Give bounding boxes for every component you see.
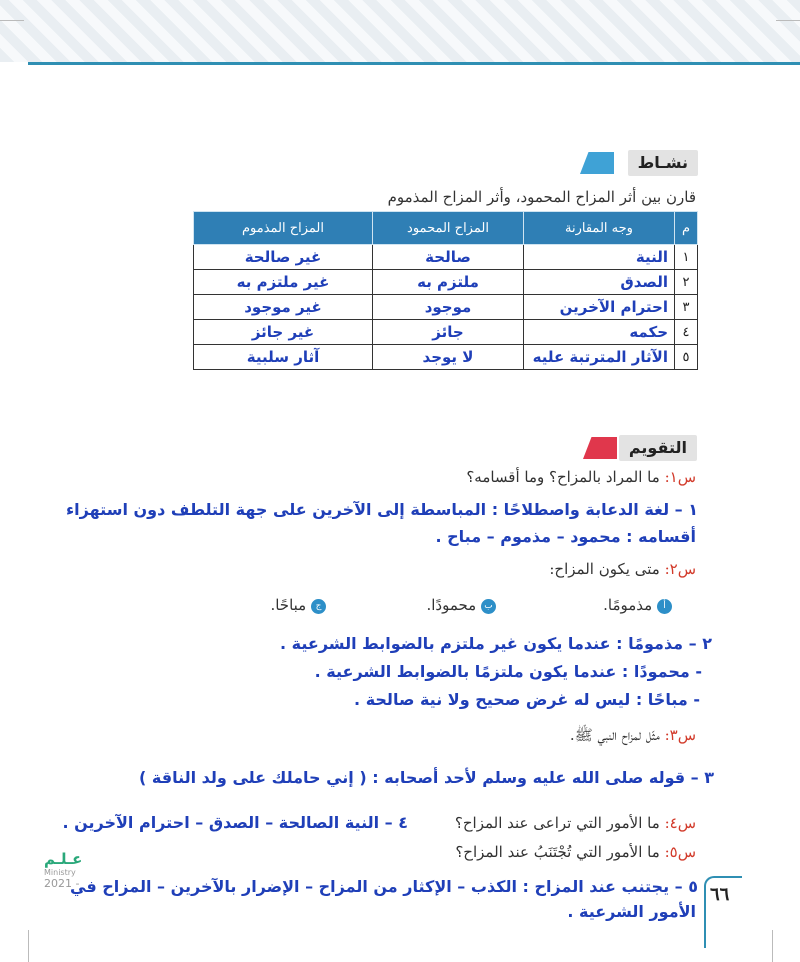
page-number: ٦٦ (710, 884, 730, 905)
option-badge: ج (311, 599, 326, 614)
question-4 (455, 814, 696, 832)
row-good: موجود (373, 295, 524, 320)
col-header-good: المزاح المحمود (373, 212, 524, 245)
col-header-aspect: وجه المقارنة (524, 212, 675, 245)
evaluation-tab (583, 435, 697, 461)
option-badge: أ (657, 599, 672, 614)
row-aspect: النية (524, 245, 675, 270)
row-bad-text: غير صالحة (244, 248, 322, 266)
col-header-num: م (675, 212, 698, 245)
crop-mark (772, 930, 773, 962)
arrow-icon (583, 437, 617, 459)
question-1-text: ما المراد بالمزاح؟ وما أقسامه؟ (466, 468, 660, 486)
question-2 (549, 560, 696, 578)
comparison-table (193, 211, 698, 370)
row-good: صالحة (373, 245, 524, 270)
activity-prompt: قارن بين أثر المزاح المحمود، وأثر المزاح المذموم (387, 188, 696, 206)
col-header-bad: المزاح المذموم (194, 212, 373, 245)
activity-title: نشـاط (628, 150, 698, 176)
question-4-label: س٤: (664, 814, 696, 832)
row-good: لا يوجد (373, 345, 524, 370)
activity-tab (580, 150, 698, 176)
question-2-label: س٢: (664, 560, 696, 578)
question-5-label: س٥: (664, 843, 696, 861)
answer-3: ٣ – قوله صلى الله عليه وسلم لأحد أصحابه : ( إني حاملك على ولد الناقة ) (139, 768, 714, 787)
brand-year: 2021 - (44, 877, 80, 890)
answer-2-line-2: - محمودًا : عندما يكون ملتزمًا بالضوابط الشرعية . (314, 662, 702, 681)
row-good: ملتزم به (373, 270, 524, 295)
crop-mark (0, 20, 24, 21)
question-1-label: س١: (664, 468, 696, 486)
row-bad (194, 320, 373, 345)
row-aspect: حكمه (524, 320, 675, 345)
answer-5-line-2: الأمور الشرعية . (567, 902, 696, 921)
answer-5-line-1: ٥ – يجتنب عند المزاح : الكذب – الإكثار من المزاح – الإضرار بالآخرين – المزاح في (70, 877, 698, 896)
row-bad (194, 245, 373, 270)
option-b (426, 596, 496, 614)
table-row (194, 245, 698, 270)
answer-4: ٤ – النية الصالحة – الصدق – احترام الآخرين . (62, 813, 408, 832)
brand-logo (44, 850, 82, 890)
option-a (603, 596, 672, 614)
row-aspect: الآثار المترتبة عليه (524, 345, 675, 370)
brand-sub: Ministry (44, 868, 76, 877)
answer-1-line-2: أقسامه : محمود – مذموم – مباح . (435, 527, 696, 546)
row-num: ٢ (675, 270, 698, 295)
row-bad-text: غير موجود (244, 298, 322, 316)
question-3-label: س٣: (664, 726, 696, 744)
question-5-text: ما الأمور التي تُجْتَنَبُ عند المزاح؟ (455, 843, 660, 861)
evaluation-title: التقويم (619, 435, 697, 461)
answer-1-line-1: ١ – لغة الدعابة واصطلاحًا : المباسطة إلى الآخرين على جهة التلطف دون استهزاء (66, 500, 698, 519)
row-bad (194, 345, 373, 370)
table-row (194, 320, 698, 345)
row-bad-text: غير جائز (251, 323, 315, 341)
row-num: ١ (675, 245, 698, 270)
option-text: محمودًا. (426, 596, 477, 614)
row-bad (194, 295, 373, 320)
option-text: مباحًا. (270, 596, 307, 614)
option-c (270, 596, 326, 614)
question-3 (570, 726, 696, 748)
row-num: ٥ (675, 345, 698, 370)
crop-mark (776, 20, 800, 21)
question-3-text: مثّل لمزاح النبي ﷺ. (569, 726, 660, 744)
option-badge: ب (481, 599, 496, 614)
crop-mark (28, 930, 29, 962)
header-rule (28, 62, 800, 65)
question-5 (455, 843, 696, 861)
row-bad-text: غير ملتزم به (236, 273, 330, 291)
table-row (194, 270, 698, 295)
header-pattern (0, 0, 800, 62)
option-text: مذمومًا. (603, 596, 653, 614)
row-bad (194, 270, 373, 295)
brand-name: عـلـم (44, 850, 83, 868)
arrow-icon (580, 152, 614, 174)
row-bad-text: آثار سلبية (246, 348, 320, 366)
row-aspect: احترام الآخرين (524, 295, 675, 320)
question-4-text: ما الأمور التي تراعى عند المزاح؟ (454, 814, 660, 832)
row-num: ٤ (675, 320, 698, 345)
answer-2-line-3: - مباحًا : ليس له غرض صحيح ولا نية صالحة . (354, 690, 700, 709)
table-row (194, 295, 698, 320)
table-row (194, 345, 698, 370)
row-aspect: الصدق (524, 270, 675, 295)
answer-2-line-1: ٢ – مذمومًا : عندما يكون غير ملتزم بالضوابط الشرعية . (280, 634, 712, 653)
row-num: ٣ (675, 295, 698, 320)
question-1 (466, 468, 696, 486)
question-2-text: متى يكون المزاح: (549, 560, 660, 578)
row-good: جائز (373, 320, 524, 345)
